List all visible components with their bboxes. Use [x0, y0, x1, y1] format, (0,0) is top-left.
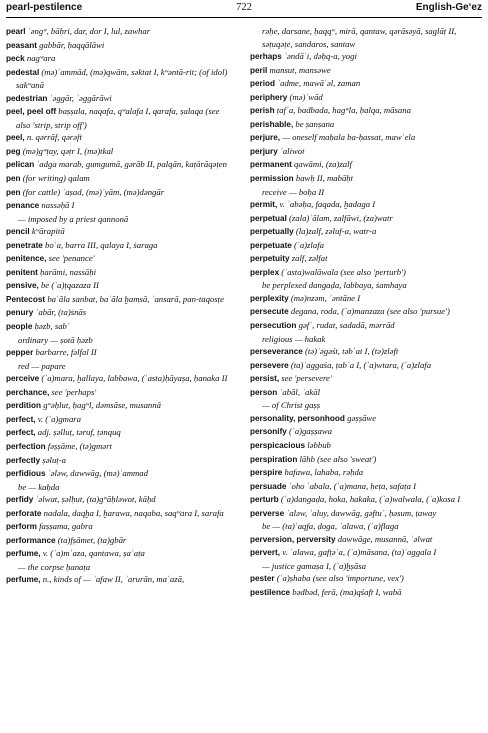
dictionary-entry	[6, 372, 234, 386]
entry-headword: penitence,	[6, 254, 47, 264]
entry-definition: ləbbub	[305, 439, 331, 450]
right-column	[250, 25, 482, 600]
entry-headword: perpetuate	[250, 240, 292, 250]
dictionary-subentry	[250, 520, 482, 533]
dictionary-entry	[250, 425, 482, 439]
entry-headword: perishable,	[250, 119, 294, 129]
dictionary-entry	[250, 412, 482, 426]
entry-definition: ordinary — ṣotā ḥəzb	[18, 334, 93, 345]
entry-headword: perfect,	[6, 414, 36, 424]
entry-definition: — of Christ gaṣṣ	[262, 400, 321, 411]
entry-headword: personality, personhood	[250, 413, 345, 423]
page-header	[0, 0, 488, 18]
entry-headword: perceive	[6, 374, 40, 384]
entry-definition: gəfʿ, rudat, sadadā, mərrād	[296, 320, 395, 331]
entry-headword: personify	[250, 427, 287, 437]
entry-headword: perpetuity	[250, 254, 290, 264]
running-head-left: pearl-pestilence	[6, 2, 83, 13]
dictionary-entry	[250, 533, 482, 547]
entry-headword: pensive,	[6, 281, 39, 291]
entry-headword: penury	[6, 308, 34, 318]
dictionary-entry	[250, 345, 482, 359]
entry-definition: (mə)nzəm, ʾəntāne I	[288, 292, 361, 303]
entry-definition: (ta)ʾaggaśa, ṭabʿa I, (ʾa)wtara, (ʾa)zlafa	[288, 359, 432, 370]
entry-definition: faṣṣama, gabra	[36, 521, 93, 532]
dictionary-entry	[6, 186, 234, 200]
entry-definition: n. qərrāf, qərəft	[24, 132, 82, 143]
entry-definition: (tə)ʾəgəśt, təbʿat I, (tə)zləft	[302, 346, 399, 357]
entry-definition: see 'persevere'	[279, 373, 332, 384]
dictionary-entry	[6, 279, 234, 293]
entry-definition: n., kinds of — ʾafaw II, ʾarurān, maʿazā,	[40, 574, 185, 585]
entry-definition: dawwāge, musannā, ʾəlwat	[335, 533, 433, 544]
entry-headword: peel, peel off	[6, 107, 57, 117]
dictionary-entry	[250, 91, 482, 105]
entry-definition: ʾaliwot	[277, 145, 305, 156]
entry-headword: pervert,	[250, 548, 281, 558]
entry-definition: v. ʾalawa, gafṭəʾa, (ʾa)māsana, (ta)ʿaggala I	[280, 547, 437, 558]
entry-definition: adj. ṣəlluṭ, təruf, ṭənquq	[35, 427, 121, 438]
entry-headword: perforate	[6, 508, 42, 518]
dictionary-entry	[250, 372, 482, 386]
entry-definition: v. (ʾa)gmara	[35, 413, 82, 424]
entry-definition: boʾa, barra III, qalaya I, ṡaraga	[42, 239, 158, 250]
dictionary-entry	[250, 466, 482, 480]
dictionary-entry	[250, 172, 482, 186]
entry-headword: perdition	[6, 401, 42, 411]
entry-definition: gabbār, ḥaqqālāwi	[36, 39, 105, 50]
entry-definition: hafawa, lahaba, rəḥda	[282, 467, 364, 478]
dictionary-entry	[250, 50, 482, 64]
dictionary-entry	[6, 239, 234, 253]
entry-headword: perspire	[250, 468, 283, 478]
entry-headword: perspicacious	[250, 440, 306, 450]
dictionary-entry	[6, 39, 234, 53]
entry-headword: perfection	[6, 441, 46, 451]
dictionary-subentry	[6, 481, 234, 494]
entry-definition: ḥəzb, sabʾ	[32, 321, 70, 332]
entry-headword: persecute	[250, 307, 289, 317]
entry-definition: v. (ʾa)mʿaza, qantawa, ṣaʿaṭa	[40, 548, 145, 559]
entry-definition: be — (ta)ʿaqfa, ḍoga, ʾalawa, (ʾa)flaga	[262, 521, 399, 532]
entry-definition: ṣəluṭ-a	[40, 454, 66, 465]
dictionary-subentry	[250, 25, 482, 50]
entry-headword: periphery	[250, 92, 288, 102]
entry-headword: perverse	[250, 508, 285, 518]
entry-definition: see 'perhaps'	[49, 386, 97, 397]
entry-definition: (ʾasta)walāwala (see also 'perturb')	[279, 266, 406, 277]
running-head-right: English-Ge‘ez	[415, 2, 482, 13]
entry-headword: pen	[6, 187, 21, 197]
entry-definition: (la)zalf, zəluf-a, watr-a	[293, 226, 377, 237]
dictionary-entry	[6, 266, 234, 280]
entry-headword: Pentecost	[6, 294, 46, 304]
entry-definition: ʾadga marab, gumgumā, gərāb II, palqān, kaṭārāqəṭen	[34, 159, 228, 170]
dictionary-entry	[6, 507, 234, 521]
dictionary-entry	[6, 52, 234, 66]
dictionary-entry	[6, 105, 234, 131]
entry-headword: persecution	[250, 321, 297, 331]
dictionary-entry	[6, 346, 234, 360]
entry-headword: perfidy	[6, 495, 34, 505]
entry-headword: peck	[6, 54, 25, 64]
entry-definition: nassəḥā I	[39, 200, 75, 211]
entry-definition: lāhb (see also 'sweat')	[297, 453, 377, 464]
entry-definition: degana, roda, (ʾa)manzaza (see also 'pursue')	[288, 306, 450, 317]
dictionary-entry	[250, 546, 482, 560]
dictionary-entry	[250, 572, 482, 586]
entry-definition: bədbəd, ferā, (ma)qśaft I, wabā	[290, 586, 402, 597]
dictionary-entry	[6, 534, 234, 548]
entry-headword: perchance,	[6, 387, 50, 397]
dictionary-entry	[250, 118, 482, 132]
entry-headword: pen	[6, 174, 21, 184]
dictionary-entry	[250, 359, 482, 373]
entry-definition: ʿabār, (ta)ṡnās	[33, 307, 87, 318]
dictionary-entry	[250, 266, 482, 280]
dictionary-entry	[6, 426, 234, 440]
entry-headword: pencil	[6, 227, 30, 237]
entry-definition: kʷārapitā	[29, 226, 65, 237]
entry-headword: pestilence	[250, 587, 291, 597]
entry-definition: ʾələw, dawwāg, (mə)ʾammad	[45, 468, 148, 479]
entry-definition: nagʷara	[24, 53, 56, 64]
entry-definition: (ʾa)ṣhaba (see also 'importune, vex')	[274, 573, 404, 584]
entry-definition: (ʾa)dangaḍa, hoka, hakaka, (ʾa)walwala, (ʾa)kosa I	[278, 494, 461, 505]
entry-headword: perversion, perversity	[250, 534, 336, 544]
dictionary-entry	[250, 239, 482, 253]
entry-headword: perspiration	[250, 454, 298, 464]
entry-headword: perpetually	[250, 227, 294, 237]
entry-headword: penetrate	[6, 240, 43, 250]
page-number: 722	[236, 2, 252, 13]
entry-headword: persevere	[250, 360, 289, 370]
dictionary-entry	[6, 172, 234, 186]
dictionary-entry	[6, 386, 234, 400]
entry-definition: be perplexed dangaḍa, labbaya, ṡamhaya	[262, 280, 407, 291]
entry-definition: bawḥ II, mabāḥt	[293, 173, 354, 184]
entry-definition: ʾəggār, ʾəggārāwi	[47, 92, 112, 103]
dictionary-subentry	[6, 561, 234, 574]
dictionary-entry	[6, 131, 234, 145]
entry-headword: pelican	[6, 160, 35, 170]
dictionary-entry	[250, 507, 482, 521]
dictionary-subentry	[250, 186, 482, 199]
entry-headword: person	[250, 387, 278, 397]
dictionary-entry	[250, 77, 482, 91]
entry-definition: nadala, daqḫa I, ḫarawa, naqaba, saqʷara I, sarafa	[41, 507, 224, 518]
dictionary-entry	[250, 225, 482, 239]
entry-definition: rəḥe, darsane, ḥaqqʷ, mirā, qantaw, qərāsəyā, saglāṭ II, səṭuqəṭe, sandaros, santaw	[262, 26, 457, 49]
dictionary-entry	[6, 66, 234, 92]
dictionary-entry	[250, 104, 482, 118]
dictionary-subentry	[6, 213, 234, 226]
entry-definition: ʾabāl, ʾakāl	[277, 386, 321, 397]
entry-definition: ʾəngʷ, bāḥri, dar, dor I, lul, zawhar	[25, 26, 151, 36]
dictionary-entry	[6, 92, 234, 106]
entry-headword: perjury	[250, 146, 278, 156]
entry-definition: ʾadme, mawāʿəl, zaman	[275, 78, 361, 89]
entry-definition: ʾoho ʾabala, (ʾa)mana, ḥeṭa, safaṭa I	[286, 480, 416, 491]
entry-definition: qawāmi, (za)zalf	[291, 159, 352, 170]
entry-headword: people	[6, 322, 33, 332]
entry-headword: peg	[6, 146, 21, 156]
entry-definition: (ʾa)gaṣṣawa	[286, 426, 332, 437]
entry-definition: (ʾa)zlafa	[291, 239, 324, 250]
entry-definition: (ta)fṣāmet, (ta)gbār	[55, 534, 127, 545]
dictionary-subentry	[6, 334, 234, 347]
entry-definition: religious — hakak	[262, 333, 326, 344]
dictionary-entry	[6, 467, 234, 481]
entry-headword: pedestrian	[6, 93, 48, 103]
dictionary-entry	[250, 145, 482, 159]
dictionary-subentry	[250, 399, 482, 412]
dictionary-entry	[250, 252, 482, 266]
entry-headword: period	[250, 79, 276, 89]
entry-definition: (ʾa)mara, ḫallaya, labbawa, (ʾasta)ḥāyaṣa, ḥanaka II	[39, 373, 228, 384]
entry-headword: perturb	[250, 495, 279, 505]
entry-headword: persist,	[250, 374, 280, 384]
dictionary-entry	[6, 413, 234, 427]
dictionary-entry	[6, 158, 234, 172]
entry-definition: be ṣanṣana	[293, 118, 335, 129]
dictionary-entry	[250, 212, 482, 226]
entry-definition: receive — boḥa II	[262, 186, 325, 197]
entry-headword: perhaps	[250, 52, 282, 62]
entry-definition: zalf, zəlfat	[289, 253, 328, 264]
dictionary-entry	[6, 252, 234, 266]
dictionary-entry	[6, 199, 234, 213]
dictionary-entry	[6, 320, 234, 334]
entry-definition: — the corpse ḥanaṭa	[18, 561, 91, 572]
dictionary-entry	[250, 480, 482, 494]
dictionary-entry	[250, 64, 482, 78]
entry-headword: performance	[6, 535, 56, 545]
dictionary-entry	[6, 306, 234, 320]
entry-definition: ḥarāmi, nassāḥi	[37, 266, 97, 277]
entry-headword: perfume,	[6, 575, 41, 585]
dictionary-entry	[6, 399, 234, 413]
entry-headword: pester	[250, 574, 275, 584]
entry-definition: see 'penance'	[46, 253, 95, 264]
entry-headword: perjure,	[250, 133, 281, 143]
entry-headword: perform	[6, 522, 37, 532]
entry-headword: perplex	[250, 267, 280, 277]
entry-definition: gʷəḥlut, ḥagʷl, dəmsāse, musannā	[41, 400, 161, 411]
entry-definition: baṣṣala, naqafa, qʷalafa I, qarafa, ṣalaqa (see also 'strip, strip off')	[16, 106, 220, 130]
dictionary-entry	[6, 25, 234, 39]
entry-headword: perfect,	[6, 428, 36, 438]
left-column	[6, 25, 234, 587]
entry-definition: — oneself maḥala ba-ḥassat, mawʿela	[280, 132, 416, 143]
dictionary-entry	[250, 198, 482, 212]
dictionary-entry	[250, 158, 482, 172]
entry-definition: ʾəlwat, ṣəlḥut, (ta)gʷāḥləwot, kāḥd	[33, 494, 156, 505]
entry-headword: perfectly	[6, 455, 41, 465]
entry-definition: — imposed by a priest qannonā	[18, 213, 129, 224]
entry-headword: perish	[250, 106, 275, 116]
dictionary-subentry	[6, 360, 234, 373]
dictionary-entry	[6, 454, 234, 468]
entry-definition: be — kaḥda	[18, 481, 60, 492]
dictionary-subentry	[250, 279, 482, 292]
dictionary-entry	[6, 520, 234, 534]
dictionary-entry	[250, 586, 482, 600]
entry-headword: pedestal	[6, 67, 40, 77]
entry-definition: (mə)gʷṭay, qəṭr I, (mə)tkal	[20, 145, 114, 156]
dictionary-entry	[250, 439, 482, 453]
dictionary-entry	[6, 293, 234, 307]
dictionary-entry	[6, 145, 234, 159]
dictionary-entry	[6, 225, 234, 239]
entry-headword: permanent	[250, 160, 292, 170]
entry-headword: peril	[250, 65, 268, 75]
entry-definition: (for cattle) ʾaṣad, (mə)ʾyām, (mə)dəngār	[20, 186, 165, 197]
dictionary-entry	[250, 493, 482, 507]
entry-headword: peasant	[6, 40, 37, 50]
entry-definition: (for writing) qalam	[20, 173, 90, 184]
dictionary-entry	[250, 305, 482, 319]
entry-headword: perpetual	[250, 213, 287, 223]
entry-definition: mansut, mansəwe	[267, 64, 331, 75]
entry-headword: peel,	[6, 133, 25, 143]
entry-headword: pearl	[6, 27, 26, 36]
header-rule	[6, 17, 482, 18]
entry-definition: — justice gamaṣa I, (ʾa)ḫṣāsa	[262, 560, 366, 571]
entry-definition: be (ʾa)ṭqazaza II	[38, 280, 99, 291]
entry-headword: permission	[250, 174, 294, 184]
dictionary-subentry	[250, 560, 482, 573]
dictionary-entry	[250, 131, 482, 145]
entry-definition: fəṣṣāme, (tə)gmərt	[45, 440, 112, 451]
dictionary-entry	[6, 573, 234, 587]
entry-definition: baʿāla sanbat, baʿāla ḫamsā, ʾansarā, pan-taqosṭe	[45, 293, 224, 304]
entry-definition: gəṣṣāwe	[344, 412, 377, 423]
dictionary-entry	[250, 453, 482, 467]
entry-headword: pepper	[6, 348, 34, 358]
entry-definition: ʾəndāʿi, dəḥq-a, yogi	[281, 51, 357, 62]
dictionary-entry	[250, 386, 482, 400]
dictionary-entry	[250, 319, 482, 333]
entry-definition: ʾaləw, ʾaluy, dawwāg, gəftuʾ, ḥəsum, ṭaway	[284, 507, 437, 518]
entry-definition: (mə)ʾwād	[287, 91, 323, 102]
entry-headword: perfidious	[6, 469, 46, 479]
dictionary-entry	[6, 493, 234, 507]
entry-definition: (mə)ʾammād, (mə)qwām, səktat I, kʷəntā-rit; (of idol) sakʷanā	[16, 66, 228, 91]
entry-headword: perfume,	[6, 549, 41, 559]
entry-headword: perplexity	[250, 293, 289, 303]
entry-headword: penitent	[6, 267, 38, 277]
dictionary-entry	[6, 547, 234, 561]
dictionary-entry	[6, 440, 234, 454]
dictionary-entry	[250, 292, 482, 306]
entry-definition: (zala)ʿālam, zalfāwi, (za)watr	[286, 212, 393, 223]
entry-definition: barbarre, fəlfal II	[33, 347, 97, 358]
entry-headword: penance	[6, 201, 40, 211]
dictionary-subentry	[250, 333, 482, 346]
entry-headword: permit,	[250, 200, 278, 210]
entry-definition: red — papare	[18, 360, 66, 371]
entry-headword: perseverance	[250, 347, 303, 357]
entry-definition: v. ʾabəḥa, faqada, ḫadaga I	[277, 199, 376, 210]
entry-headword: persuade	[250, 481, 287, 491]
entry-definition: ṭafʾa, badbada, hagʷla, ḥalqa, māsana	[274, 105, 411, 116]
